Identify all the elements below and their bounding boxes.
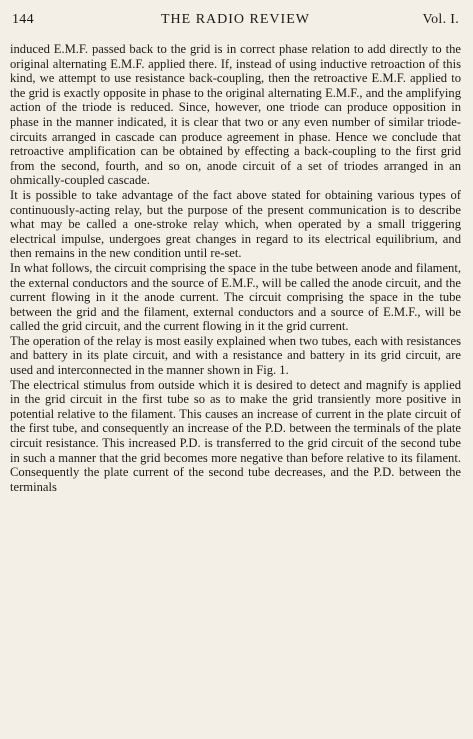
journal-title: THE RADIO REVIEW	[161, 12, 310, 27]
paragraph: In what follows, the circuit comprising the space in the tube between anode and filament, the external conductors and the source of E.M.F., will be called the anode circuit, and the current flowing in it the anode current. The circuit comprising the space in the tube between the grid and the filament, external conductors and a source of E.M.F., will be called the grid circuit, and the current flowing in it the grid current.	[10, 260, 461, 334]
paragraph: The operation of the relay is most easily explained when two tubes, each with resistances and battery in its plate circuit, and with a resistance and battery in its grid circuit, are used and interconnected in the manner shown in Fig. 1.	[10, 333, 461, 378]
article-body	[10, 42, 461, 494]
paragraph: The electrical stimulus from outside which it is desired to detect and magnify is applied in the grid circuit in the first tube so as to make the grid transiently more positive in potential relative to the filament. This causes an increase of current in the plate circuit of the first tube, and consequently an increase of the P.D. between the terminals of the plate circuit resistance. This increased P.D. is transferred to the grid circuit of the second tube in such a manner that the grid becomes more negative than before relative to its filament. Consequently the plate current of the second tube decreases, and the P.D. between the terminals	[10, 377, 461, 494]
paragraph: induced E.M.F. passed back to the grid is in correct phase relation to add directly to the original alternating E.M.F. applied there. If, instead of using inductive retroaction of this kind, we attempt to use resistance back-coupling, then the retroactive E.M.F. applied to the grid is exactly opposite in phase to the original alternating E.M.F., and the amplifying action of the triode is reduced. Since, however, one triode can produce opposition in phase in the manner indicated, it is clear that two or any even number of similar triode-circuits arranged in cascade can produce agreement in phase. Hence we conclude that retroactive amplification can be obtained by effecting a back-coupling to the first grid from the second, fourth, and so on, anode circuit of a set of triodes arranged in an ohmically-coupled cascade.	[10, 42, 461, 188]
running-header	[10, 6, 461, 26]
page-number: 144	[12, 12, 34, 27]
paragraph: It is possible to take advantage of the fact above stated for obtaining various types of continuously-acting relay, but the purpose of the present communication is to describe what may be called a one-stroke relay which, when operated by a small triggering electrical impulse, undergoes great changes in regard to its electrical equilibrium, and then remains in the new condition until re-set.	[10, 187, 461, 261]
volume-label: Vol. I.	[422, 12, 459, 27]
